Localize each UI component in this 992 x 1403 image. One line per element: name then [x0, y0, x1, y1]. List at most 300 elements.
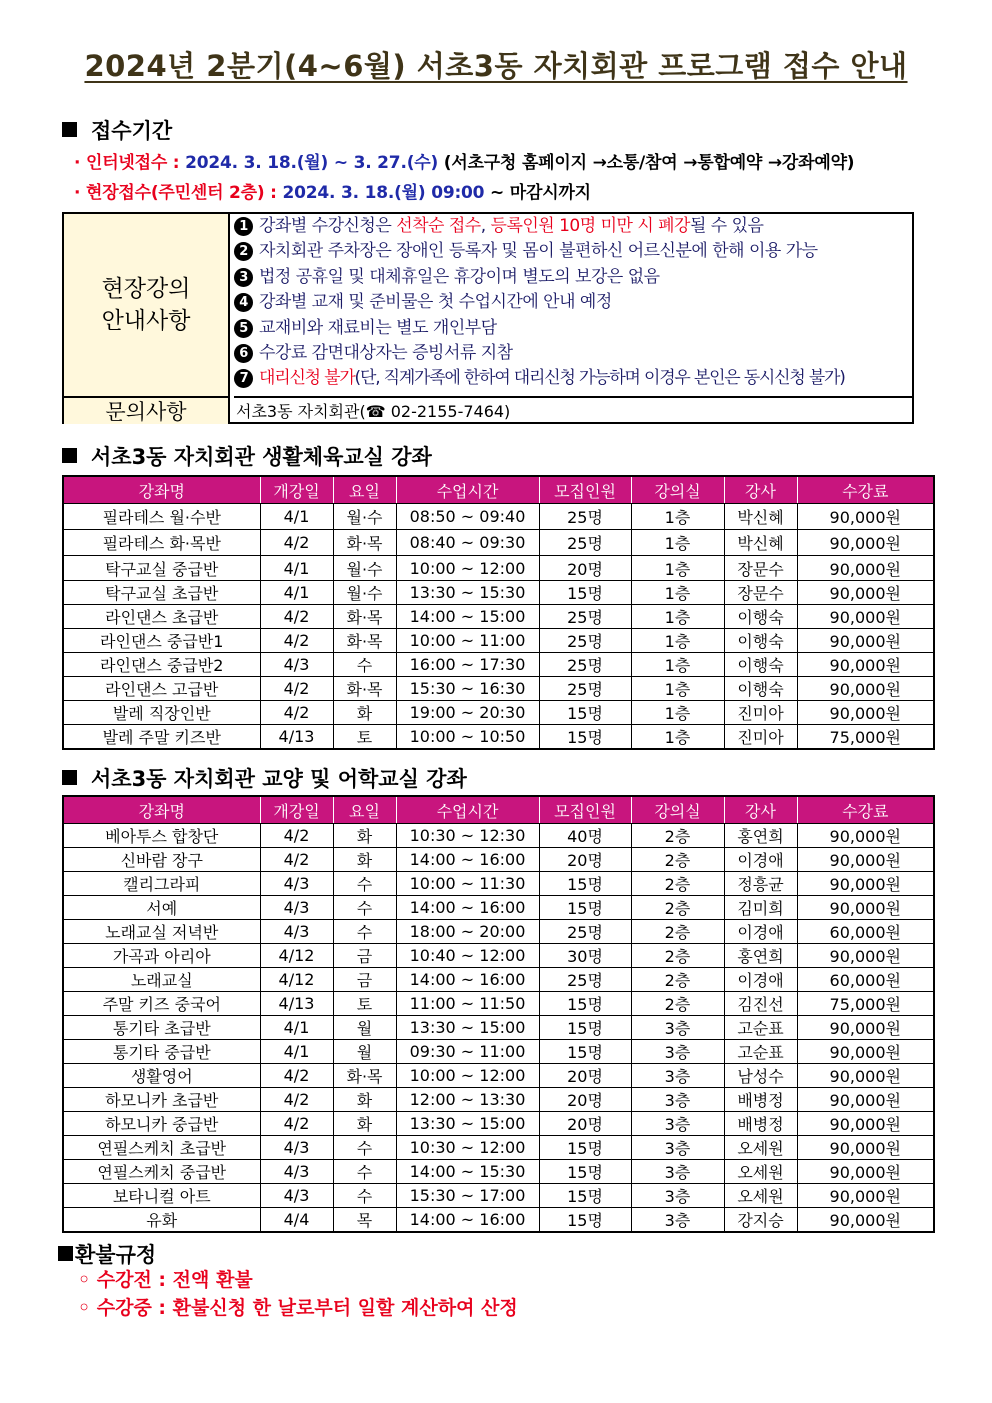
table-cell: 15:30 ~ 17:00 [396, 1184, 539, 1208]
table-cell: 30명 [539, 944, 631, 968]
table-cell: 90,000원 [797, 677, 934, 701]
table-cell: 15명 [539, 581, 631, 605]
table-cell: 90,000원 [797, 701, 934, 725]
table-cell: 홍연희 [724, 944, 797, 968]
table-cell: 15명 [539, 1184, 631, 1208]
table-cell: 화·목 [333, 1064, 396, 1088]
table-cell: 이경애 [724, 920, 797, 944]
table-row [63, 848, 934, 872]
culture-course-table [62, 795, 935, 1233]
table-cell: 4/2 [260, 605, 333, 629]
notice-item [234, 366, 914, 391]
table-cell: 고순표 [724, 1040, 797, 1064]
table-row [63, 1208, 934, 1233]
table-row [63, 968, 934, 992]
table-cell: 토 [333, 992, 396, 1016]
table-cell: 14:00 ~ 16:00 [396, 1208, 539, 1233]
table-cell: 월·수 [333, 581, 396, 605]
notice-item [234, 214, 914, 239]
table-cell: 13:30 ~ 15:00 [396, 1016, 539, 1040]
table-cell: 3층 [631, 1160, 724, 1184]
table-cell: 90,000원 [797, 1064, 934, 1088]
table-cell: 장문수 [724, 556, 797, 581]
table-cell: 화 [333, 1112, 396, 1136]
table-cell: 90,000원 [797, 1184, 934, 1208]
table-cell: 화 [333, 1088, 396, 1112]
table-cell: 90,000원 [797, 653, 934, 677]
column-header: 요일 [333, 476, 396, 504]
table-cell: 90,000원 [797, 1160, 934, 1184]
table-cell: 진미아 [724, 725, 797, 750]
table-cell: 유화 [63, 1208, 260, 1233]
column-header: 강의실 [631, 796, 724, 824]
table-cell: 연필스케치 초급반 [63, 1136, 260, 1160]
table-cell: 25명 [539, 920, 631, 944]
table-cell: 박신혜 [724, 530, 797, 556]
table-cell: 90,000원 [797, 581, 934, 605]
table-cell: 1층 [631, 581, 724, 605]
table-cell: 2층 [631, 872, 724, 896]
notice-item [234, 316, 914, 341]
table-cell: 화·목 [333, 530, 396, 556]
table-cell: 4/1 [260, 504, 333, 530]
column-header: 수업시간 [396, 476, 539, 504]
refund-heading: 환불규정 [58, 1239, 156, 1269]
table-cell: 장문수 [724, 581, 797, 605]
notice-item-text: 교재비와 재료비는 별도 개인부담 [259, 317, 497, 338]
table-cell: 김미희 [724, 896, 797, 920]
table-cell: 90,000원 [797, 824, 934, 848]
table-cell: 25명 [539, 968, 631, 992]
table-cell: 10:00 ~ 10:50 [396, 725, 539, 750]
table-cell: 40명 [539, 824, 631, 848]
table-cell: 15명 [539, 992, 631, 1016]
table-cell: 화·목 [333, 629, 396, 653]
table-cell: 10:00 ~ 12:00 [396, 1064, 539, 1088]
table-cell: 10:30 ~ 12:00 [396, 1136, 539, 1160]
table-cell: 가곡과 아리아 [63, 944, 260, 968]
table-cell: 25명 [539, 677, 631, 701]
onsite-date: 2024. 3. 18.(월) 09:00 [282, 183, 485, 203]
table-cell: 20명 [539, 1088, 631, 1112]
table-row [63, 605, 934, 629]
table-cell: 2층 [631, 968, 724, 992]
table-cell: 20명 [539, 1112, 631, 1136]
table-cell: 수 [333, 1184, 396, 1208]
column-header: 수강료 [797, 476, 934, 504]
table-cell: 4/3 [260, 896, 333, 920]
table-cell: 2층 [631, 920, 724, 944]
number-5-icon: 5 [234, 319, 253, 338]
table-cell: 탁구교실 중급반 [63, 556, 260, 581]
table-cell: 90,000원 [797, 556, 934, 581]
table-cell: 오세원 [724, 1136, 797, 1160]
table-cell: 3층 [631, 1088, 724, 1112]
table-cell: 15명 [539, 725, 631, 750]
table-cell: 3층 [631, 1040, 724, 1064]
table-cell: 14:00 ~ 15:30 [396, 1160, 539, 1184]
table-cell: 60,000원 [797, 920, 934, 944]
internet-note: (서초구청 홈페이지 →소통/참여 →통합예약 →강좌예약) [443, 153, 855, 173]
table-cell: 90,000원 [797, 1040, 934, 1064]
table-cell: 화 [333, 824, 396, 848]
table-row [63, 1040, 934, 1064]
internet-registration-line [74, 148, 854, 173]
notice-item [234, 290, 914, 315]
table-cell: 이행숙 [724, 629, 797, 653]
table-cell: 16:00 ~ 17:30 [396, 653, 539, 677]
table-cell: 진미아 [724, 701, 797, 725]
table-cell: 라인댄스 중급반1 [63, 629, 260, 653]
number-4-icon: 4 [234, 293, 253, 312]
table-cell: 4/12 [260, 968, 333, 992]
table-cell: 이경애 [724, 848, 797, 872]
table-cell: 김진선 [724, 992, 797, 1016]
table-cell: 박신혜 [724, 504, 797, 530]
refund-rule-before: ◦ 수강전 : 전액 환불 [78, 1269, 253, 1291]
table-cell: 금 [333, 968, 396, 992]
table-cell: 15:30 ~ 16:30 [396, 677, 539, 701]
table-cell: 수 [333, 653, 396, 677]
table-cell: 필라테스 화·목반 [63, 530, 260, 556]
table-cell: 탁구교실 초급반 [63, 581, 260, 605]
contact-text: 서초3동 자치회관(☎ 02-2155-7464) [236, 402, 511, 421]
notice-item [234, 341, 914, 366]
table-cell: 4/12 [260, 944, 333, 968]
table-cell: 하모니카 초급반 [63, 1088, 260, 1112]
number-6-icon: 6 [234, 344, 253, 363]
notice-item [234, 239, 914, 264]
notice-box [62, 212, 914, 424]
notice-item-highlight: 대리신청 불가 [259, 368, 355, 389]
table-cell: 4/13 [260, 992, 333, 1016]
table-cell: 4/2 [260, 677, 333, 701]
table-row [63, 896, 934, 920]
notice-item-highlight: 선착순 접수 [396, 216, 481, 236]
table-cell: 4/1 [260, 1016, 333, 1040]
table-cell: 발레 주말 키즈반 [63, 725, 260, 750]
table-cell: 4/13 [260, 725, 333, 750]
notice-item-highlight: 등록인원 10명 미만 시 폐강 [490, 216, 690, 236]
table-cell: 배병정 [724, 1112, 797, 1136]
table-row [63, 872, 934, 896]
table-cell: 화·목 [333, 605, 396, 629]
table-cell: 발레 직장인반 [63, 701, 260, 725]
table-row [63, 824, 934, 848]
notice-item-text: 법정 공휴일 및 대체휴일은 휴강이며 별도의 보강은 없음 [259, 266, 660, 287]
table-cell: 20명 [539, 848, 631, 872]
table-cell: 1층 [631, 556, 724, 581]
table-cell: 목 [333, 1208, 396, 1233]
table-cell: 14:00 ~ 16:00 [396, 848, 539, 872]
table-cell: 1층 [631, 530, 724, 556]
table-header-row [63, 796, 934, 824]
table-cell: 수 [333, 1160, 396, 1184]
table-cell: 4/3 [260, 920, 333, 944]
column-header: 수강료 [797, 796, 934, 824]
table-cell: 90,000원 [797, 1136, 934, 1160]
table-cell: 08:50 ~ 09:40 [396, 504, 539, 530]
table-cell: 1층 [631, 725, 724, 750]
table-cell: 10:30 ~ 12:30 [396, 824, 539, 848]
table-cell: 2층 [631, 824, 724, 848]
table-cell: 배병정 [724, 1088, 797, 1112]
table-cell: 1층 [631, 653, 724, 677]
table-cell: 월·수 [333, 504, 396, 530]
sports-course-table [62, 475, 935, 750]
table-cell: 노래교실 저녁반 [63, 920, 260, 944]
square-bullet-icon [62, 770, 77, 785]
table-cell: 09:30 ~ 11:00 [396, 1040, 539, 1064]
column-header: 강사 [724, 476, 797, 504]
table-cell: 4/3 [260, 872, 333, 896]
table-cell: 14:00 ~ 15:00 [396, 605, 539, 629]
table-header-row [63, 476, 934, 504]
table-cell: 90,000원 [797, 504, 934, 530]
table-cell: 10:00 ~ 11:30 [396, 872, 539, 896]
table-cell: 4/3 [260, 1160, 333, 1184]
table-cell: 4/2 [260, 1112, 333, 1136]
table-cell: 월 [333, 1016, 396, 1040]
table-cell: 12:00 ~ 13:30 [396, 1088, 539, 1112]
column-header: 개강일 [260, 476, 333, 504]
number-1-icon: 1 [234, 217, 253, 236]
table-cell: 2층 [631, 944, 724, 968]
table-cell: 주말 키즈 중국어 [63, 992, 260, 1016]
table-cell: 2층 [631, 848, 724, 872]
table-cell: 1층 [631, 605, 724, 629]
table-row [63, 530, 934, 556]
table-cell: 4/3 [260, 653, 333, 677]
table-row [63, 992, 934, 1016]
table-cell: 이행숙 [724, 677, 797, 701]
table-row [63, 504, 934, 530]
table-cell: 라인댄스 고급반 [63, 677, 260, 701]
table-row [63, 725, 934, 750]
column-header: 강사 [724, 796, 797, 824]
table-cell: 필라테스 월·수반 [63, 504, 260, 530]
table-cell: 생활영어 [63, 1064, 260, 1088]
table-row [63, 677, 934, 701]
table-row [63, 1184, 934, 1208]
table-cell: 홍연희 [724, 824, 797, 848]
square-bullet-icon [62, 448, 77, 463]
table-cell: 이경애 [724, 968, 797, 992]
table-cell: 10:40 ~ 12:00 [396, 944, 539, 968]
table-cell: 3층 [631, 1064, 724, 1088]
table-cell: 이행숙 [724, 605, 797, 629]
table-cell: 강지승 [724, 1208, 797, 1233]
table-cell: 90,000원 [797, 605, 934, 629]
onsite-note: ~ 마감시까지 [490, 183, 591, 203]
table-cell: 90,000원 [797, 944, 934, 968]
column-header: 강좌명 [63, 476, 260, 504]
column-header: 수업시간 [396, 796, 539, 824]
table-cell: 25명 [539, 530, 631, 556]
table-cell: 화·목 [333, 677, 396, 701]
table-cell: 25명 [539, 605, 631, 629]
notice-item-text: 수강료 감면대상자는 증빙서류 지참 [259, 342, 513, 363]
table-cell: 90,000원 [797, 530, 934, 556]
notice-item-text: 강좌별 교재 및 준비물은 첫 수업시간에 안내 예정 [259, 292, 612, 313]
table-row [63, 1112, 934, 1136]
table-row [63, 556, 934, 581]
table-cell: 월·수 [333, 556, 396, 581]
page-title: 2024년 2분기(4~6월) 서초3동 자치회관 프로그램 접수 안내 [84, 49, 908, 83]
table-row [63, 1136, 934, 1160]
table-cell: 4/2 [260, 530, 333, 556]
table-cell: 통기타 초급반 [63, 1016, 260, 1040]
column-header: 개강일 [260, 796, 333, 824]
table-cell: 라인댄스 중급반2 [63, 653, 260, 677]
table-cell: 90,000원 [797, 1112, 934, 1136]
table-cell: 15명 [539, 1208, 631, 1233]
table-cell: 90,000원 [797, 896, 934, 920]
table-cell: 14:00 ~ 16:00 [396, 896, 539, 920]
column-header: 강좌명 [63, 796, 260, 824]
number-3-icon: 3 [234, 268, 253, 287]
table-cell: 캘리그라피 [63, 872, 260, 896]
table-cell: 수 [333, 1136, 396, 1160]
table-cell: 3층 [631, 1208, 724, 1233]
table-cell: 정흥균 [724, 872, 797, 896]
table-cell: 3층 [631, 1184, 724, 1208]
table-cell: 4/4 [260, 1208, 333, 1233]
number-2-icon: 2 [234, 242, 253, 261]
refund-rule-during: ◦ 수강중 : 환불신청 한 날로부터 일할 계산하여 산정 [78, 1297, 518, 1319]
table-cell: 3층 [631, 1136, 724, 1160]
table-row [63, 581, 934, 605]
table-cell: 14:00 ~ 16:00 [396, 968, 539, 992]
table-cell: 90,000원 [797, 848, 934, 872]
contact-label: 문의사항 [64, 398, 230, 424]
table-cell: 노래교실 [63, 968, 260, 992]
table-cell: 오세원 [724, 1184, 797, 1208]
table-cell: 19:00 ~ 20:30 [396, 701, 539, 725]
table-cell: 11:00 ~ 11:50 [396, 992, 539, 1016]
table-row [63, 920, 934, 944]
notice-label [64, 214, 230, 398]
table-cell: 4/3 [260, 1136, 333, 1160]
number-7-icon: 7 [234, 369, 253, 388]
table-cell: 1층 [631, 677, 724, 701]
table-cell: 1층 [631, 701, 724, 725]
table-cell: 4/1 [260, 556, 333, 581]
table-cell: 3층 [631, 1016, 724, 1040]
notice-item-text: , [480, 216, 491, 236]
table-cell: 15명 [539, 1160, 631, 1184]
table-cell: 15명 [539, 701, 631, 725]
sports-heading: 서초3동 자치회관 생활체육교실 강좌 [62, 441, 432, 471]
table-cell: 화 [333, 848, 396, 872]
culture-heading: 서초3동 자치회관 교양 및 어학교실 강좌 [62, 763, 467, 793]
notice-label-line1: 현장강의 [101, 276, 191, 302]
table-cell: 월 [333, 1040, 396, 1064]
notice-label-line2: 안내사항 [101, 308, 191, 334]
table-row [63, 701, 934, 725]
table-cell: 20명 [539, 1064, 631, 1088]
square-bullet-icon [58, 1246, 73, 1261]
table-cell: 4/2 [260, 701, 333, 725]
notice-item-text: 자치회관 주차장은 장애인 등록자 및 몸이 불편하신 어르신분에 한해 이용 가능 [259, 241, 818, 262]
table-cell: 4/1 [260, 581, 333, 605]
table-cell: 이행숙 [724, 653, 797, 677]
table-cell: 베아투스 합창단 [63, 824, 260, 848]
table-cell: 13:30 ~ 15:00 [396, 1112, 539, 1136]
table-cell: 4/2 [260, 629, 333, 653]
table-cell: 15명 [539, 896, 631, 920]
table-row [63, 1016, 934, 1040]
table-cell: 4/3 [260, 1184, 333, 1208]
table-cell: 20명 [539, 556, 631, 581]
table-cell: 75,000원 [797, 725, 934, 750]
table-cell: 25명 [539, 653, 631, 677]
table-row [63, 1160, 934, 1184]
table-cell: 90,000원 [797, 1088, 934, 1112]
table-row [63, 629, 934, 653]
table-cell: 25명 [539, 629, 631, 653]
table-cell: 60,000원 [797, 968, 934, 992]
table-cell: 보타니컬 아트 [63, 1184, 260, 1208]
table-cell: 3층 [631, 1112, 724, 1136]
table-cell: 90,000원 [797, 1208, 934, 1233]
registration-heading: 접수기간 [62, 115, 172, 145]
internet-date: 2024. 3. 18.(월) ~ 3. 27.(수) [185, 153, 439, 173]
table-cell: 10:00 ~ 12:00 [396, 556, 539, 581]
notice-items [234, 214, 914, 398]
table-row [63, 653, 934, 677]
table-cell: 수 [333, 896, 396, 920]
table-row [63, 944, 934, 968]
onsite-registration-line [74, 178, 591, 203]
table-cell: 15명 [539, 1040, 631, 1064]
table-cell: 통기타 중급반 [63, 1040, 260, 1064]
notice-item-text: 될 수 있음 [689, 216, 764, 236]
table-cell: 13:30 ~ 15:30 [396, 581, 539, 605]
table-cell: 수 [333, 920, 396, 944]
column-header: 강의실 [631, 476, 724, 504]
table-cell: 1층 [631, 504, 724, 530]
table-cell: 남성수 [724, 1064, 797, 1088]
table-row [63, 1088, 934, 1112]
table-cell: 2층 [631, 896, 724, 920]
table-cell: 90,000원 [797, 1016, 934, 1040]
column-header: 요일 [333, 796, 396, 824]
table-cell: 서예 [63, 896, 260, 920]
table-cell: 08:40 ~ 09:30 [396, 530, 539, 556]
table-cell: 신바람 장구 [63, 848, 260, 872]
table-cell: 수 [333, 872, 396, 896]
table-cell: 25명 [539, 504, 631, 530]
table-cell: 75,000원 [797, 992, 934, 1016]
table-cell: 18:00 ~ 20:00 [396, 920, 539, 944]
table-cell: 4/2 [260, 848, 333, 872]
table-cell: 15명 [539, 1016, 631, 1040]
table-cell: 2층 [631, 992, 724, 1016]
table-cell: 고순표 [724, 1016, 797, 1040]
table-cell: 4/2 [260, 1064, 333, 1088]
table-row [63, 1064, 934, 1088]
table-cell: 화 [333, 701, 396, 725]
table-cell: 90,000원 [797, 872, 934, 896]
internet-label: · 인터넷접수 : [74, 153, 180, 173]
table-cell: 15명 [539, 872, 631, 896]
table-cell: 연필스케치 중급반 [63, 1160, 260, 1184]
table-cell: 하모니카 중급반 [63, 1112, 260, 1136]
table-cell: 금 [333, 944, 396, 968]
square-bullet-icon [62, 122, 77, 137]
table-cell: 토 [333, 725, 396, 750]
